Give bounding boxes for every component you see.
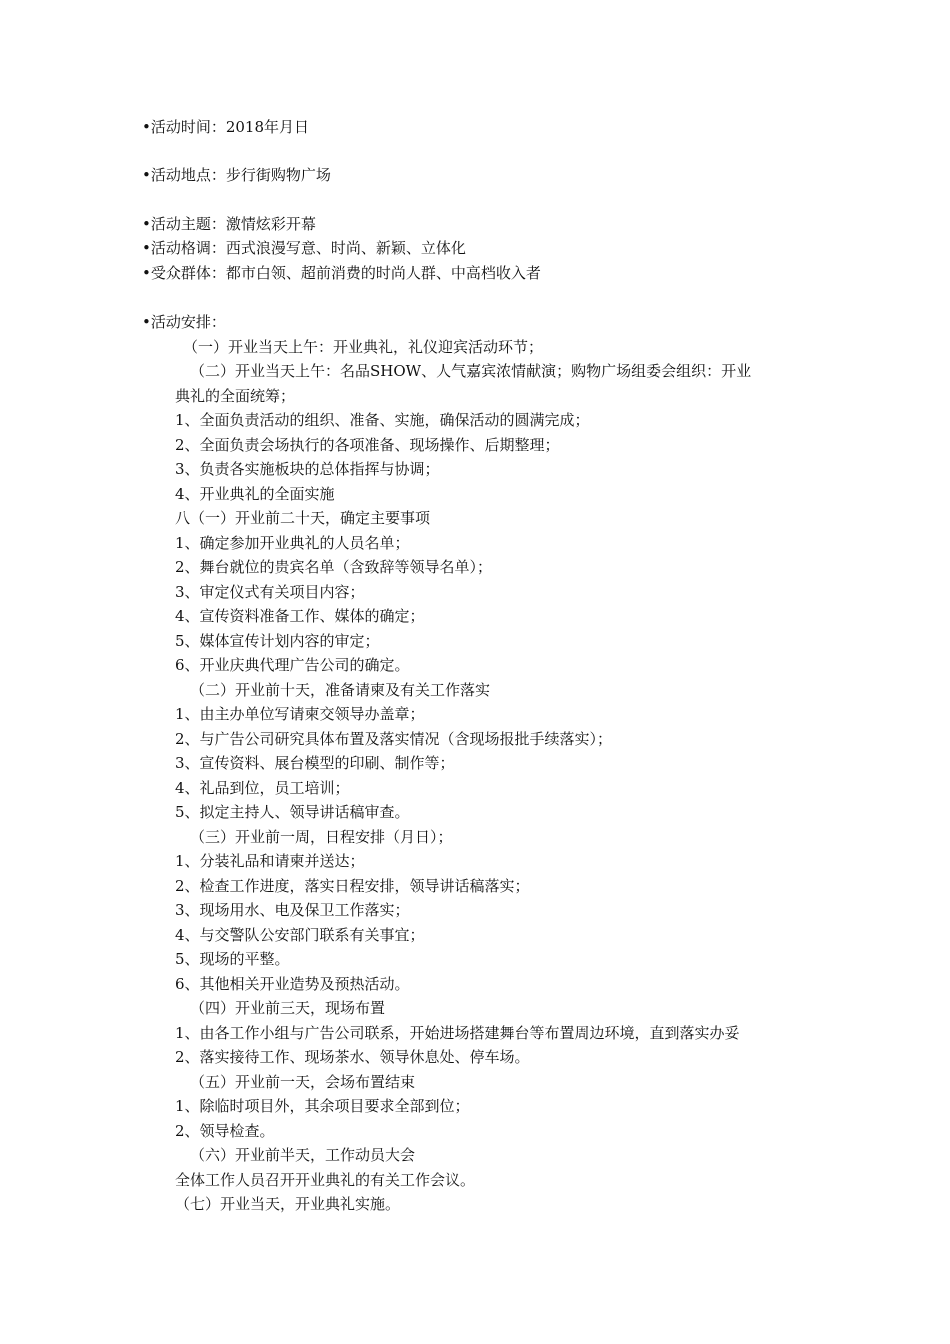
list-item: 4、礼品到位，员工培训； <box>175 779 350 797</box>
list-item: 2、检查工作进度，落实日程安排，领导讲话稿落实； <box>175 877 530 895</box>
section-3-title: （三）开业前一周，日程安排（月日）； <box>190 828 453 846</box>
section-6-title: （六）开业前半天，工作动员大会 <box>190 1146 416 1164</box>
list-item: 3、现场用水、电及保卫工作落实； <box>175 901 410 919</box>
list-item: 2、舞台就位的贵宾名单（含致辞等领导名单）； <box>175 558 493 576</box>
arrangement-item-1: （一）开业当天上午：开业典礼，礼仪迎宾活动环节； <box>183 338 544 356</box>
list-item: 1、由各工作小组与广告公司联系，开始进场搭建舞台等布置周边环境，直到落实办妥 <box>175 1024 740 1042</box>
list-item: 5、现场的平整。 <box>175 950 290 968</box>
target-audience: •受众群体：都市白领、超前消费的时尚人群、中高档收入者 <box>142 264 541 282</box>
list-item: 4、与交警队公安部门联系有关事宜； <box>175 926 425 944</box>
section-4-title: （四）开业前三天，现场布置 <box>190 999 386 1017</box>
list-item: 5、媒体宣传计划内容的审定； <box>175 632 380 650</box>
section-2-title: （二）开业前十天，准备请柬及有关工作落实 <box>190 681 491 699</box>
arrangement-item-2: （二）开业当天上午：名品SHOW、人气嘉宾浓情献演；购物广场组委会组织：开业 <box>190 362 752 380</box>
section-6-text: 全体工作人员召开开业典礼的有关工作会议。 <box>175 1171 476 1189</box>
task-item: 4、开业典礼的全面实施 <box>175 485 335 503</box>
list-item: 2、领导检查。 <box>175 1122 275 1140</box>
activity-arrangement-heading: •活动安排： <box>142 313 226 331</box>
arrangement-item-2-continued: 典礼的全面统筹； <box>175 387 296 405</box>
activity-theme: •活动主题：激情炫彩开幕 <box>142 215 316 233</box>
list-item: 1、分装礼品和请柬并送达； <box>175 852 365 870</box>
list-item: 5、拟定主持人、领导讲话稿审查。 <box>175 803 410 821</box>
task-item: 3、负责各实施板块的总体指挥与协调； <box>175 460 440 478</box>
section-7-title: （七）开业当天，开业典礼实施。 <box>175 1195 401 1213</box>
activity-location: •活动地点：步行街购物广场 <box>142 166 331 184</box>
activity-style: •活动格调：西式浪漫写意、时尚、新颖、立体化 <box>142 239 466 257</box>
list-item: 6、开业庆典代理广告公司的确定。 <box>175 656 410 674</box>
task-item: 2、全面负责会场执行的各项准备、现场操作、后期整理； <box>175 436 560 454</box>
list-item: 1、由主办单位写请柬交领导办盖章； <box>175 705 425 723</box>
list-item: 1、确定参加开业典礼的人员名单； <box>175 534 410 552</box>
list-item: 1、除临时项目外，其余项目要求全部到位； <box>175 1097 470 1115</box>
section-1-title: 八（一）开业前二十天，确定主要事项 <box>175 509 431 527</box>
list-item: 3、宣传资料、展台模型的印刷、制作等； <box>175 754 455 772</box>
list-item: 2、与广告公司研究具体布置及落实情况（含现场报批手续落实）； <box>175 730 613 748</box>
section-5-title: （五）开业前一天，会场布置结束 <box>190 1073 416 1091</box>
list-item: 2、落实接待工作、现场茶水、领导休息处、停车场。 <box>175 1048 530 1066</box>
activity-time: •活动时间：2018年月日 <box>142 118 310 136</box>
list-item: 6、其他相关开业造势及预热活动。 <box>175 975 410 993</box>
list-item: 4、宣传资料准备工作、媒体的确定； <box>175 607 425 625</box>
task-item: 1、全面负责活动的组织、准备、实施，确保活动的圆满完成； <box>175 411 590 429</box>
list-item: 3、审定仪式有关项目内容； <box>175 583 365 601</box>
